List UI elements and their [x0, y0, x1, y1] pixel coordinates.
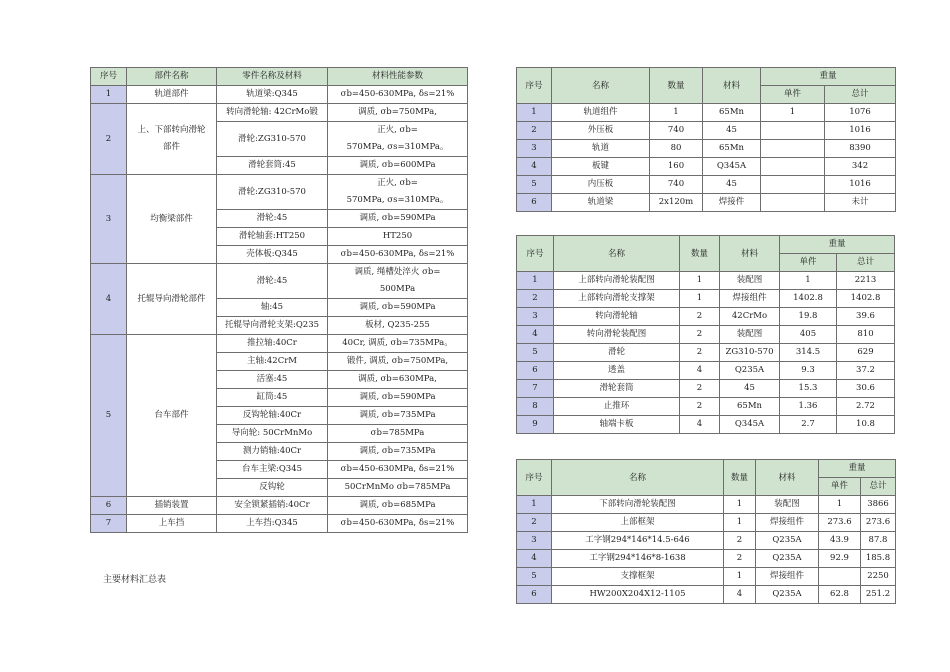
row-number: 7 [91, 515, 127, 533]
table-row [517, 380, 895, 398]
item-qty: 2 [680, 380, 720, 398]
item-material: 45 [720, 380, 780, 398]
header-material: 材料 [703, 68, 761, 104]
item-qty: 1 [680, 290, 720, 308]
material-spec: 调质, σb=735MPa [328, 443, 468, 461]
item-unit-weight: 43.9 [819, 532, 861, 550]
table-row [517, 176, 896, 194]
row-number: 7 [517, 380, 554, 398]
item-qty: 2 [680, 326, 720, 344]
part-material: 滑轮:ZG310-570 [217, 175, 328, 210]
material-spec: 50CrMnMo σb=785MPa [328, 479, 468, 497]
item-qty: 2 [724, 532, 756, 550]
header-qty: 数量 [680, 236, 720, 272]
weight-table-lower-pulley [516, 459, 896, 604]
item-total-weight: 2213 [837, 272, 895, 290]
part-material: 反钩轮轴:40Cr [217, 407, 328, 425]
item-name: 工字钢294*146*8-1638 [552, 550, 724, 568]
row-number: 2 [517, 514, 552, 532]
part-material: 滑轮:ZG310-570 [217, 122, 328, 157]
item-qty: 4 [680, 362, 720, 380]
part-material: 轨道梁:Q345 [217, 86, 328, 104]
header-unit-weight: 单件 [780, 254, 837, 272]
component-name: 轨道部件 [127, 86, 217, 104]
item-material: 焊接件 [703, 194, 761, 212]
header-name: 名称 [554, 236, 680, 272]
item-unit-weight: 2.7 [780, 416, 837, 434]
component-name: 台车部件 [127, 335, 217, 497]
item-material: 装配图 [720, 272, 780, 290]
item-material: 45 [703, 176, 761, 194]
header-total-weight: 总计 [825, 86, 896, 104]
component-name: 均衡梁部件 [127, 175, 217, 264]
item-unit-weight: 1 [780, 272, 837, 290]
row-number: 5 [517, 568, 552, 586]
row-number: 3 [517, 308, 554, 326]
part-material: 测力销轴:40Cr [217, 443, 328, 461]
header-component: 部件名称 [127, 68, 217, 86]
row-number: 1 [91, 86, 127, 104]
row-number: 2 [91, 104, 127, 175]
table-row [517, 532, 896, 550]
item-qty: 2x120m [650, 194, 703, 212]
part-material: 上车挡:Q345 [217, 515, 328, 533]
row-number: 2 [517, 290, 554, 308]
item-unit-weight: 1.36 [780, 398, 837, 416]
part-material: 转向滑轮轴: 42CrMo锻 [217, 104, 328, 122]
row-number: 3 [517, 532, 552, 550]
item-unit-weight: 19.8 [780, 308, 837, 326]
item-total-weight: 1402.8 [837, 290, 895, 308]
item-total-weight: 10.8 [837, 416, 895, 434]
item-name: 轨道 [552, 140, 650, 158]
table-row [91, 86, 468, 104]
item-qty: 4 [724, 586, 756, 604]
material-spec: 调质, 绳槽处淬火 σb= 500MPa [328, 264, 468, 299]
item-qty: 2 [680, 344, 720, 362]
material-spec: σb=450-630MPa, δs=21% [328, 246, 468, 264]
item-qty: 2 [680, 398, 720, 416]
part-material: 安全锁紧插销:40Cr [217, 497, 328, 515]
header-name: 名称 [552, 68, 650, 104]
item-unit-weight: 314.5 [780, 344, 837, 362]
item-name: 上部转向滑轮支撑架 [554, 290, 680, 308]
item-name: 内压板 [552, 176, 650, 194]
header-qty: 数量 [650, 68, 703, 104]
item-unit-weight [761, 122, 825, 140]
material-spec: σb=450-630MPa, δs=21% [328, 86, 468, 104]
materials-table [90, 67, 468, 533]
item-unit-weight: 1 [819, 496, 861, 514]
part-material: 主轴:42CrM [217, 353, 328, 371]
table-header-row [517, 236, 895, 254]
item-material: Q235A [756, 550, 819, 568]
row-number: 9 [517, 416, 554, 434]
table-row [517, 550, 896, 568]
item-qty: 740 [650, 122, 703, 140]
table-row [517, 158, 896, 176]
row-number: 3 [517, 140, 552, 158]
table-header-row [517, 460, 896, 478]
part-material: 滑轮:45 [217, 210, 328, 228]
item-total-weight: 2250 [861, 568, 896, 586]
table-row [517, 326, 895, 344]
item-qty: 2 [680, 308, 720, 326]
item-total-weight: 3866 [861, 496, 896, 514]
table-row [517, 568, 896, 586]
header-unit-weight: 单件 [761, 86, 825, 104]
item-name: 下部转向滑轮装配图 [552, 496, 724, 514]
item-qty: 1 [650, 104, 703, 122]
item-material: 45 [703, 122, 761, 140]
header-part-material: 零件名称及材料 [217, 68, 328, 86]
item-material: 装配图 [756, 496, 819, 514]
item-unit-weight: 273.6 [819, 514, 861, 532]
part-material: 导向轮: 50CrMnMo [217, 425, 328, 443]
part-material: 滑轮轴套:HT250 [217, 228, 328, 246]
row-number: 6 [91, 497, 127, 515]
item-material: 焊接组件 [756, 568, 819, 586]
material-spec: σb=785MPa [328, 425, 468, 443]
item-total-weight: 87.8 [861, 532, 896, 550]
part-material: 缸筒:45 [217, 389, 328, 407]
item-name: 轨道梁 [552, 194, 650, 212]
item-material: Q235A [756, 586, 819, 604]
weight-table-track [516, 67, 896, 212]
item-qty: 1 [724, 496, 756, 514]
row-number: 3 [91, 175, 127, 264]
part-material: 推拉轴:40Cr [217, 335, 328, 353]
item-unit-weight [761, 176, 825, 194]
table-row [517, 104, 896, 122]
table-row [91, 335, 468, 353]
item-qty: 4 [680, 416, 720, 434]
material-spec: 正火, σb= 570MPa, σs=310MPa。 [328, 122, 468, 157]
item-qty: 2 [724, 550, 756, 568]
item-unit-weight [761, 194, 825, 212]
material-spec: 调质, σb=630MPa, [328, 371, 468, 389]
row-number: 4 [517, 326, 554, 344]
table-caption: 主要材料汇总表 [103, 575, 167, 585]
item-total-weight: 1016 [825, 176, 896, 194]
part-material: 托辊导向滑轮支架:Q235 [217, 317, 328, 335]
item-name: 上部转向滑轮装配图 [554, 272, 680, 290]
row-number: 6 [517, 362, 554, 380]
header-total-weight: 总计 [837, 254, 895, 272]
table-row [91, 264, 468, 299]
row-number: 5 [91, 335, 127, 497]
table-row [517, 586, 896, 604]
table-row [517, 140, 896, 158]
item-qty: 740 [650, 176, 703, 194]
item-unit-weight [761, 158, 825, 176]
header-weight: 重量 [780, 236, 895, 254]
item-qty: 80 [650, 140, 703, 158]
table-row [517, 122, 896, 140]
row-number: 4 [517, 550, 552, 568]
material-spec: σb=450-630MPa, δs=21% [328, 515, 468, 533]
row-number: 6 [517, 194, 552, 212]
table-header-row [517, 68, 896, 86]
item-total-weight: 8390 [825, 140, 896, 158]
item-total-weight: 2.72 [837, 398, 895, 416]
table-row [91, 104, 468, 122]
material-spec: 调质, σb=750MPa, [328, 104, 468, 122]
item-total-weight: 30.6 [837, 380, 895, 398]
row-number: 1 [517, 496, 552, 514]
table-row [517, 290, 895, 308]
item-name: 轴端卡板 [554, 416, 680, 434]
item-qty: 1 [724, 514, 756, 532]
item-name: 轨道组件 [552, 104, 650, 122]
table-row [91, 175, 468, 210]
item-material: ZG310-570 [720, 344, 780, 362]
row-number: 1 [517, 272, 554, 290]
table-header-row [91, 68, 468, 86]
part-material: 滑轮:45 [217, 264, 328, 299]
row-number: 5 [517, 344, 554, 362]
item-unit-weight: 1402.8 [780, 290, 837, 308]
header-no: 序号 [517, 68, 552, 104]
item-total-weight: 39.6 [837, 308, 895, 326]
item-material: Q345A [703, 158, 761, 176]
row-number: 5 [517, 176, 552, 194]
item-name: 透盖 [554, 362, 680, 380]
header-no: 序号 [517, 236, 554, 272]
item-unit-weight: 15.3 [780, 380, 837, 398]
header-material: 材料 [720, 236, 780, 272]
item-unit-weight: 62.8 [819, 586, 861, 604]
material-spec: 40Cr, 调质, σb=735MPa。 [328, 335, 468, 353]
material-spec: 调质, σb=735MPa [328, 407, 468, 425]
item-material: 焊接组件 [756, 514, 819, 532]
item-name: 转向滑轮轴 [554, 308, 680, 326]
part-material: 壳体板:Q345 [217, 246, 328, 264]
header-qty: 数量 [724, 460, 756, 496]
table-row [517, 344, 895, 362]
item-material: 42CrMo [720, 308, 780, 326]
row-number: 1 [517, 104, 552, 122]
material-spec: 锻件, 调质, σb=750MPa, [328, 353, 468, 371]
header-no: 序号 [91, 68, 127, 86]
item-total-weight: 1076 [825, 104, 896, 122]
item-unit-weight: 405 [780, 326, 837, 344]
material-spec: 调质, σb=590MPa [328, 299, 468, 317]
item-name: 滑轮套筒 [554, 380, 680, 398]
component-name: 插销装置 [127, 497, 217, 515]
item-name: 转向滑轮装配图 [554, 326, 680, 344]
item-total-weight: 810 [837, 326, 895, 344]
table-row [517, 308, 895, 326]
item-total-weight: 273.6 [861, 514, 896, 532]
item-unit-weight: 1 [761, 104, 825, 122]
part-material: 轴:45 [217, 299, 328, 317]
item-material: 65Mn [720, 398, 780, 416]
part-material: 活塞:45 [217, 371, 328, 389]
part-material: 反钩轮 [217, 479, 328, 497]
header-total-weight: 总计 [861, 478, 896, 496]
item-unit-weight [819, 568, 861, 586]
item-name: 止推环 [554, 398, 680, 416]
component-name: 上、下部转向滑轮部件 [127, 104, 217, 175]
header-material-spec: 材料性能参数 [328, 68, 468, 86]
part-material: 滑轮套筒:45 [217, 157, 328, 175]
material-spec: 调质, σb=685MPa [328, 497, 468, 515]
table-row [91, 515, 468, 533]
row-number: 4 [91, 264, 127, 335]
table-row [517, 514, 896, 532]
item-name: HW200X204X12-1105 [552, 586, 724, 604]
item-name: 支撑框架 [552, 568, 724, 586]
item-total-weight: 37.2 [837, 362, 895, 380]
weight-table-upper-pulley [516, 235, 895, 434]
item-total-weight: 185.8 [861, 550, 896, 568]
header-weight: 重量 [819, 460, 896, 478]
header-weight: 重量 [761, 68, 896, 86]
item-material: 65Mn [703, 104, 761, 122]
table-row [517, 194, 896, 212]
item-name: 外压板 [552, 122, 650, 140]
item-material: Q235A [756, 532, 819, 550]
header-name: 名称 [552, 460, 724, 496]
row-number: 8 [517, 398, 554, 416]
item-unit-weight: 9.3 [780, 362, 837, 380]
part-material: 台车主梁:Q345 [217, 461, 328, 479]
material-spec: 正火, σb= 570MPa, σs=310MPa。 [328, 175, 468, 210]
item-name: 工字钢294*146*14.5-646 [552, 532, 724, 550]
component-name: 上车挡 [127, 515, 217, 533]
table-row [517, 362, 895, 380]
header-no: 序号 [517, 460, 552, 496]
item-material: 装配图 [720, 326, 780, 344]
material-spec: 调质, σb=590MPa [328, 210, 468, 228]
item-total-weight: 1016 [825, 122, 896, 140]
item-total-weight: 629 [837, 344, 895, 362]
row-number: 4 [517, 158, 552, 176]
table-row [517, 272, 895, 290]
item-qty: 1 [724, 568, 756, 586]
table-row [517, 496, 896, 514]
material-spec: 板材, Q235-255 [328, 317, 468, 335]
material-spec: σb=450-630MPa, δs=21% [328, 461, 468, 479]
item-total-weight: 未计 [825, 194, 896, 212]
item-material: Q235A [720, 362, 780, 380]
item-unit-weight [761, 140, 825, 158]
item-material: 65Mn [703, 140, 761, 158]
item-name: 上部框架 [552, 514, 724, 532]
item-qty: 1 [680, 272, 720, 290]
component-name: 托辊导向滑轮部件 [127, 264, 217, 335]
item-total-weight: 251.2 [861, 586, 896, 604]
header-unit-weight: 单件 [819, 478, 861, 496]
table-row [517, 416, 895, 434]
row-number: 6 [517, 586, 552, 604]
item-total-weight: 342 [825, 158, 896, 176]
table-row [91, 497, 468, 515]
material-spec: 调质, σb=590MPa [328, 389, 468, 407]
item-unit-weight: 92.9 [819, 550, 861, 568]
item-material: Q345A [720, 416, 780, 434]
row-number: 2 [517, 122, 552, 140]
item-name: 滑轮 [554, 344, 680, 362]
item-name: 板键 [552, 158, 650, 176]
header-material: 材料 [756, 460, 819, 496]
material-spec: HT250 [328, 228, 468, 246]
item-material: 焊接组件 [720, 290, 780, 308]
material-spec: 调质, σb=600MPa [328, 157, 468, 175]
item-qty: 160 [650, 158, 703, 176]
table-row [517, 398, 895, 416]
